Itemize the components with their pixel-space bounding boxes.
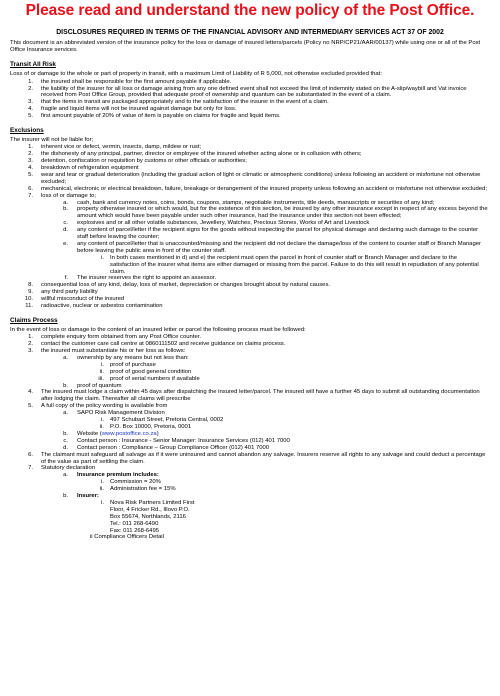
insurer-line: Box 55674, Northlands, 2116: [110, 513, 186, 520]
list-item: 4. breakdown of refrigeration equipment: [28, 164, 139, 171]
sub-list-item: c. Contact person : Insurance - Senior Manager: Insurance Services (012) 401 7000: [63, 437, 290, 444]
list-item: 6. mechanical, electronic or electrical breakdown, failure, breakage or derangement of the insured property unless following an accident or misfortune not otherwise excluded;: [28, 185, 487, 192]
sub-list-item: d. Contact person : Compliance – Group Compliance Officer (012) 401 7000: [63, 444, 270, 451]
sub-list-item: e. any content of parcel/letter that is unaccounted/missing and the recipient did not declare the damage/loss of the content to counter staff or Branch Manager before leaving the public area in front of the counter staff.: [63, 240, 481, 254]
intro-paragraph: This document is an abbreviated version of the insurance policy for the loss or damage of insured letters/parcels (Policy no NRP/CP21/AAR/00137) while using one or all of the Post Office Insurance services.: [10, 40, 481, 54]
list-item: 7. loss of or damage to;: [28, 192, 97, 199]
sub-sub-list-item: i. In both cases mentioned in d) and e) the recipient must open the parcel in front of counter staff or Branch Manager and declare to the satisfaction of the insurer what items are either damaged or missing from the parcel. Failure to do this will result in repudiation of any potential claim.: [101, 254, 479, 275]
claims-heading: Claims Process: [10, 317, 58, 324]
sub-list-item: a. Insurance premium includes:: [63, 472, 159, 479]
sub-list-item: b. Insurer:: [63, 493, 99, 500]
list-item: 1. complete enquiry form obtained from any Post Office counter.: [28, 334, 202, 341]
list-item: 10. willful misconduct of the insured: [24, 296, 125, 303]
list-item: 2. the liability of the insurer for all loss or damage arising from any one defined event shall not exceed the limit of indemnity stated on the A-slip/waybill and Vat invoice received from Post Office Group, provided that adequate proof of ownership and quantum can be substantiated in the event of a claim.: [28, 85, 467, 99]
claims-list: [0, 334, 500, 541]
list-item: 8. consequential loss of any kind, delay, loss of market, depreciation or changes brought about by natural causes.: [28, 282, 331, 289]
sub-sub-list-item: ii. proof of good general condition: [99, 368, 192, 375]
list-item: 1. the insured shall be responsible for the first amount payable if applicable.: [28, 78, 232, 85]
notice-banner: Please read and understand the new policy of the Post Office.: [25, 2, 475, 19]
list-item: 5. A full copy of the policy wording is available from: [28, 403, 168, 410]
transit-list: [0, 79, 500, 120]
sub-sub-list-item: ii. Administration fee = 15%: [99, 486, 176, 493]
list-item: 7. Statutory declaration: [28, 465, 96, 472]
sub-sub-list-item: i. Commission = 20%: [101, 479, 161, 486]
transit-lead: Loss of or damage to the whole or part of property in transit, with a maximum Limit of Liability of R 5,000, not otherwise excluded provided that:: [10, 71, 382, 78]
list-item: 5. first amount payable of 20% of value of item is payable on claims for fragile and liquid items.: [28, 113, 281, 120]
sub-sub-list-item: ii. P.O. Box 10000, Pretoria, 0001: [99, 423, 192, 430]
transit-heading: Transit All Risk: [10, 61, 56, 69]
list-item: 1. inherent vice or defect, vermin, insects, damp, mildew or rust;: [28, 144, 202, 151]
sub-list-item: b. property otherwise insured or which would, but for the existence of this section, be insured by any other insurance except in respect of any excess beyond the amount which would have been payable under such other insurance, had the insurance under this section not been effected;: [63, 206, 488, 220]
insurer-line: Nova Risk Partners Limited First: [110, 499, 195, 506]
claims-lead: In the event of loss or damage to the content of an insured letter or parcel the following process must be followed:: [10, 327, 306, 333]
insurer-line: Floor, 4 Fricker Rd., Illovo P.O.: [110, 506, 190, 513]
list-item: 3. detention, confiscation or requisition by customs or other officials or authorities;: [28, 158, 247, 165]
list-item: 2. the dishonesty of any principal, partner, director or employee of the insured whether acting alone or in collusion with others;: [28, 151, 362, 158]
sub-list-item: b. Website (www.postoffice.co.za): [63, 430, 159, 437]
sub-list-item: c. explosives and or all other volatile substances, Jewellery, Watches, Precious Stones, Works of Art and Livestock: [63, 220, 370, 227]
list-item: 5. wear and tear or gradual deterioration (including the gradual action of light or climatic or atmospheric conditions) unless following an accident or misfortune not otherwise excluded;: [28, 171, 481, 185]
list-item: 4. fragile and liquid items will not be insured against damage but only for loss.: [28, 106, 237, 113]
exclusions-heading: Exclusions: [10, 127, 44, 135]
website-link[interactable]: www.postoffice.co.za: [101, 430, 157, 437]
sub-list-item: b. proof of quantum: [63, 382, 122, 389]
insurer-address: i. Nova Risk Partners Limited First Floor, 4 Fricker Rd., Illovo P.O. Box 55674, Northlands, 2116 Tel.: 011 268-6490 Fax: 011 268-6495: [96, 500, 488, 535]
insurer-line: Fax: 011 268-6495: [110, 527, 160, 534]
sub-list-item: d. any content of parcel/letter if the recipient signs for the goods without inspecting the parcel for physical damage and declaring such damage to the counter staff before leaving the counter;: [63, 227, 479, 241]
list-item: 9. any third party liability: [28, 289, 98, 296]
list-item: 4. The insured must lodge a claim within 45 days after dispatching the insured letter/parcel. The insured will have a further 45 days to submit all outstanding documentation after lodging the claim. Thereafter all claims will prescribe: [28, 389, 480, 403]
sub-list-item: a. ownership by any means but not less than:: [63, 354, 189, 361]
sub-list-item: f. The insurer reserves the right to appoint an assessor.: [64, 275, 217, 282]
document-subtitle: DISCLOSURES REQUIRED IN TERMS OF THE FINANCIAL ADVISORY AND INTERMEDIARY SERVICES ACT 37 OF 2002: [56, 29, 444, 36]
sub-sub-list-item: iii. proof of serial numbers if available: [98, 375, 200, 382]
insurer-line: Tel.: 011 268-6490: [110, 520, 159, 527]
exclusions-lead: The insurer will not be liable for;: [10, 137, 94, 144]
compliance-officers-detail: ii Compliance Officers Detail: [90, 534, 164, 541]
sub-sub-list-item: i. proof of purchase: [101, 361, 156, 368]
list-item: 6. The claimant must safeguard all salvage as if it were uninsured and cannot abandon any salvage. Insurers reserve all rights to any salvage and could deduct a percentage of the value as part of settling the claim.: [28, 451, 486, 465]
list-item: 2. contact the customer care call centre at 0860111502 and receive guidance on claims process.: [28, 341, 286, 348]
sub-list-item: a. cash, bank and currency notes, coins, bonds, coupons, stamps, negotiable instruments, title deeds, manuscripts or securities of any kind;: [63, 199, 435, 206]
exclusions-list: [0, 144, 500, 310]
list-item: 11. radioactive, nuclear or asbestos contamination: [25, 303, 163, 310]
sub-list-item: a. SAPO Risk Management Division: [63, 410, 165, 417]
list-item: 3. the insured must substantiate his or her loss as follows:: [28, 348, 186, 355]
list-item: 3. that the items in transit are packaged appropriately and to the satisfaction of the insurer in the event of a claim.: [28, 99, 329, 106]
sub-sub-list-item: i. 497 Schubart Street, Pretoria Central, 0002: [101, 417, 224, 424]
